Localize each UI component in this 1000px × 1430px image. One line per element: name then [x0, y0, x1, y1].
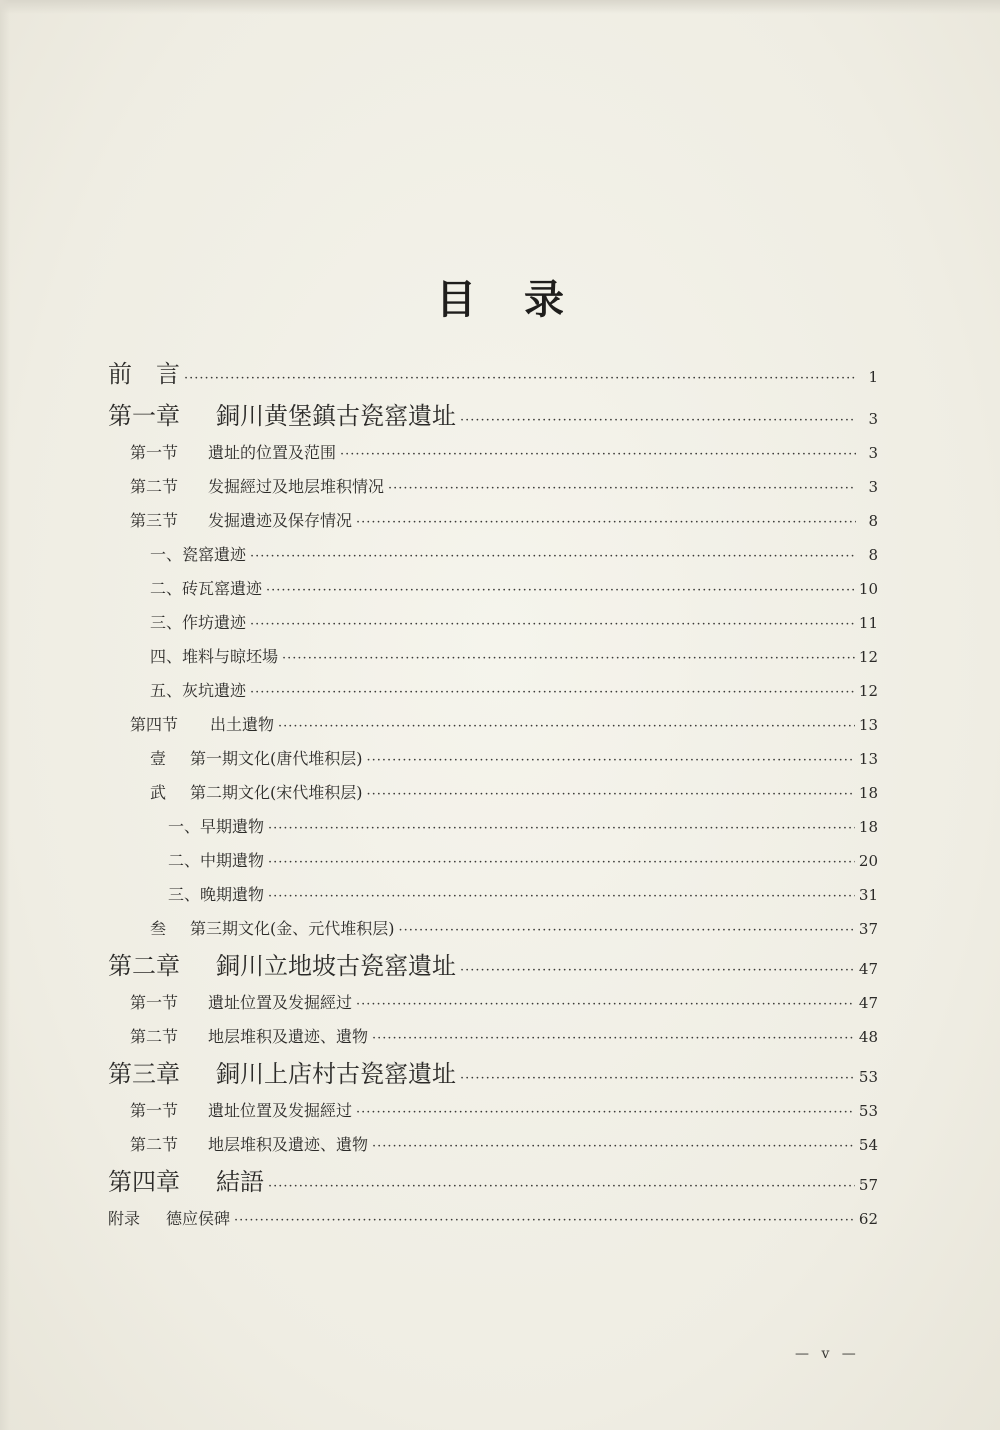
toc-page-number: 37: [858, 920, 878, 938]
toc-entry-title: 地层堆积及遺迹、遺物: [208, 1135, 369, 1154]
toc-entry-number: 第二章: [108, 952, 180, 980]
toc-entry-title: 出土遺物: [210, 715, 275, 734]
toc-dot-leader: [460, 413, 856, 428]
toc-entry-title: 第三期文化(金、元代堆积层): [190, 919, 395, 938]
toc-entry-item[interactable]: [150, 610, 878, 633]
toc-entry-item[interactable]: [150, 678, 878, 701]
toc-entry-subitem[interactable]: [168, 848, 878, 871]
toc-page-number: 18: [858, 818, 878, 836]
toc-entry-label: [130, 1132, 368, 1155]
toc-page-number: 53: [858, 1068, 878, 1086]
toc-entry-label: [130, 990, 352, 1013]
toc-page-number: 54: [858, 1136, 878, 1154]
toc-entry-section[interactable]: [130, 440, 878, 463]
toc-entry-number: 一、: [168, 817, 201, 836]
toc-entry-number: 附录: [108, 1209, 141, 1228]
page-top-edge: [0, 0, 1000, 14]
toc-entry-period[interactable]: [150, 780, 878, 803]
toc-entry-section[interactable]: [130, 1098, 878, 1121]
toc-entry-label: [150, 780, 363, 803]
toc-entry-period[interactable]: [150, 916, 878, 939]
toc-entry-label: [150, 746, 363, 769]
toc-entry-section[interactable]: [130, 508, 878, 531]
toc-entry-title: 銅川黄堡鎮古瓷窰遺址: [216, 402, 456, 430]
toc-dot-leader: [234, 1213, 855, 1228]
toc-entry-chapter-1[interactable]: [108, 396, 878, 431]
toc-entry-label: [130, 1098, 352, 1121]
toc-entry-number: 第一节: [130, 443, 179, 462]
toc-entry-section[interactable]: [130, 1132, 878, 1155]
toc-entry-preface[interactable]: [108, 354, 878, 389]
toc-entry-number: 第二节: [130, 477, 179, 496]
toc-entry-title: 地层堆积及遺迹、遺物: [208, 1027, 369, 1046]
toc-entry-chapter-4[interactable]: [108, 1162, 878, 1197]
toc-entry-title: 結語: [216, 1168, 264, 1196]
toc-dot-leader: [268, 855, 855, 870]
toc-dot-leader: [460, 1071, 855, 1086]
toc-entry-number: 二、: [168, 851, 201, 870]
toc-entry-title: 早期遺物: [200, 817, 265, 836]
toc-page-number: 47: [858, 994, 878, 1012]
page-folio: — v —: [795, 1346, 860, 1362]
toc-entry-number: 第一节: [130, 993, 179, 1012]
page-title: 目录: [436, 276, 612, 323]
toc-page-number: 13: [858, 750, 878, 768]
toc-dot-leader: [356, 1105, 855, 1120]
toc-dot-leader: [184, 371, 856, 386]
toc-entry-label: [130, 1024, 368, 1047]
toc-page-number: 12: [858, 648, 878, 666]
toc-entry-section[interactable]: [130, 712, 878, 735]
toc-dot-leader: [356, 515, 856, 530]
toc-dot-leader: [278, 719, 855, 734]
toc-entry-number: 壹: [150, 749, 167, 768]
page-binding-edge: [0, 0, 10, 1430]
toc-entry-label: [168, 814, 264, 837]
toc-entry-number: 叁: [150, 919, 167, 938]
toc-page-number: 3: [868, 478, 878, 496]
toc-entry-label: [168, 848, 264, 871]
toc-entry-title: 遺址位置及发掘經过: [208, 993, 353, 1012]
toc-entry-label: [150, 678, 246, 701]
toc-entry-number: 第四章: [108, 1168, 180, 1196]
toc-dot-leader: [388, 481, 856, 496]
toc-dot-leader: [367, 787, 855, 802]
toc-dot-leader: [367, 753, 855, 768]
toc-entry-label: [130, 712, 274, 735]
toc-page-number: 3: [868, 410, 878, 428]
toc-entry-title: 晚期遺物: [200, 885, 265, 904]
toc-entry-number: 四、: [150, 647, 183, 666]
toc-entry-section[interactable]: [130, 990, 878, 1013]
toc-entry-chapter-2[interactable]: [108, 946, 878, 981]
toc-dot-leader: [340, 447, 856, 462]
toc-entry-label: [108, 354, 180, 389]
toc-page-number: 47: [858, 960, 878, 978]
toc-entry-item[interactable]: [150, 644, 878, 667]
toc-entry-appendix[interactable]: [108, 1206, 878, 1229]
toc-entry-number: 第一节: [130, 1101, 179, 1120]
toc-entry-number: 五、: [150, 681, 183, 700]
toc-page-number: 20: [858, 852, 878, 870]
toc-entry-label: [150, 576, 262, 599]
toc-entry-label: [108, 1162, 264, 1197]
toc-entry-number: 武: [150, 783, 167, 802]
toc-entry-number: 三、: [168, 885, 201, 904]
toc-page-number: 13: [858, 716, 878, 734]
toc-dot-leader: [250, 685, 855, 700]
toc-entry-label: [108, 946, 456, 981]
toc-dot-leader: [250, 617, 855, 632]
toc-entry-number: 第一章: [108, 402, 180, 430]
toc-entry-section[interactable]: [130, 474, 878, 497]
toc-entry-item[interactable]: [150, 542, 878, 565]
toc-page-number: 11: [858, 614, 878, 632]
toc-entry-label: [130, 440, 336, 463]
toc-entry-title: 瓷窰遺迹: [182, 545, 247, 564]
toc-entry-label: [150, 542, 246, 565]
toc-entry-item[interactable]: [150, 576, 878, 599]
toc-entry-number: 第四节: [130, 715, 179, 734]
toc-entry-label: [150, 610, 246, 633]
toc-entry-label: [108, 1054, 456, 1089]
toc-entry-label: [130, 508, 352, 531]
toc-page-number: 10: [858, 580, 878, 598]
toc-dot-leader: [268, 889, 855, 904]
toc-page-number: 48: [858, 1028, 878, 1046]
toc-entry-label: [108, 1206, 230, 1229]
toc-dot-leader: [460, 963, 855, 978]
toc-entry-number: 第三节: [130, 511, 179, 530]
toc-entry-number: 二、: [150, 579, 183, 598]
toc-entry-number: 一、: [150, 545, 183, 564]
toc-page-number: 53: [858, 1102, 878, 1120]
toc-page-number: 8: [868, 512, 878, 530]
toc-entry-title: 发掘遺迹及保存情况: [208, 511, 353, 530]
toc-entry-section[interactable]: [130, 1024, 878, 1047]
toc-entry-title: 遺址位置及发掘經过: [208, 1101, 353, 1120]
toc-entry-title: 中期遺物: [200, 851, 265, 870]
toc-dot-leader: [282, 651, 855, 666]
toc-entry-chapter-3[interactable]: [108, 1054, 878, 1089]
toc-entry-number: 前 言: [108, 360, 180, 388]
toc-entry-title: 灰坑遺迹: [182, 681, 247, 700]
toc-page-number: 8: [868, 546, 878, 564]
toc-page-number: 31: [858, 886, 878, 904]
toc-entry-label: [108, 396, 456, 431]
toc-dot-leader: [372, 1031, 855, 1046]
toc-entry-label: [168, 882, 264, 905]
toc-dot-leader: [250, 549, 856, 564]
toc-entry-title: 作坊遺迹: [182, 613, 247, 632]
toc-entry-number: 第三章: [108, 1060, 180, 1088]
toc-entry-subitem[interactable]: [168, 882, 878, 905]
toc-entry-number: 三、: [150, 613, 183, 632]
toc-page-number: 57: [858, 1176, 878, 1194]
toc-entry-period[interactable]: [150, 746, 878, 769]
toc-entry-title: 砖瓦窰遺迹: [182, 579, 263, 598]
toc-entry-label: [150, 916, 395, 939]
toc-page-number: 1: [868, 368, 878, 386]
toc-entry-subitem[interactable]: [168, 814, 878, 837]
toc-page-number: 3: [868, 444, 878, 462]
toc-dot-leader: [266, 583, 855, 598]
toc-page-number: 62: [858, 1210, 878, 1228]
toc-dot-leader: [268, 821, 855, 836]
toc-entry-title: 堆料与晾坯場: [182, 647, 279, 666]
toc-dot-leader: [372, 1139, 855, 1154]
toc-page-number: 18: [858, 784, 878, 802]
toc-entry-number: 第二节: [130, 1135, 179, 1154]
toc-entry-label: [130, 474, 384, 497]
toc-entry-title: 德应侯碑: [166, 1209, 231, 1228]
toc-entry-title: 銅川立地坡古瓷窰遺址: [216, 952, 456, 980]
toc-dot-leader: [268, 1179, 855, 1194]
toc-entry-title: 銅川上店村古瓷窰遺址: [216, 1060, 456, 1088]
toc-entry-title: 第一期文化(唐代堆积层): [190, 749, 363, 768]
toc-dot-leader: [399, 923, 855, 938]
toc-entry-label: [150, 644, 278, 667]
toc-entry-number: 第二节: [130, 1027, 179, 1046]
toc-entry-title: 遺址的位置及范围: [208, 443, 337, 462]
toc-page-number: 12: [858, 682, 878, 700]
toc-entry-title: 第二期文化(宋代堆积层): [190, 783, 363, 802]
toc-entry-title: 发掘經过及地层堆积情况: [208, 477, 385, 496]
toc-dot-leader: [356, 997, 855, 1012]
